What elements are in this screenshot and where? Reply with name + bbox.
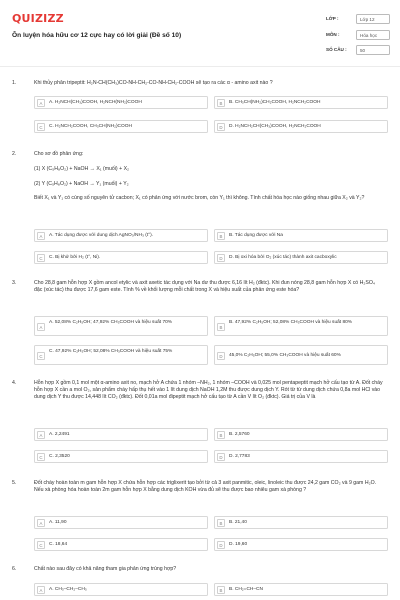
quizizz-logo: QUIZIZZ — [12, 12, 64, 25]
option-text: B. 47,92% C₂H₅OH; 52,08% CH₃COOH và hiệu suất 80% — [229, 319, 353, 325]
question-text-continued: Biết X₁ và Y₁ có cùng số nguyên tử cacbon; X₁ có phản ứng với nước brom, còn Y₁ thì không. Tính chất hóa học nào giống nhau giữa X₂ và Y₂? — [34, 195, 365, 202]
option-letter: C — [37, 541, 45, 549]
option-d[interactable] — [214, 450, 388, 463]
option-letter: D — [217, 352, 225, 360]
option-d[interactable] — [214, 120, 388, 133]
question-3 — [12, 280, 388, 294]
option-a[interactable] — [34, 516, 208, 529]
option-text: A. Tác dụng được với dung dịch AgNO₃/NH₃ (t°). — [49, 233, 154, 239]
option-d[interactable] — [214, 251, 388, 264]
option-d[interactable] — [214, 345, 388, 365]
option-letter: C — [37, 254, 45, 262]
header-divider — [0, 66, 400, 67]
option-c[interactable] — [34, 450, 208, 463]
worksheet-header — [0, 0, 400, 66]
option-a[interactable] — [34, 316, 208, 336]
option-text: C. Bị khử bởi H₂ (t°, Ni). — [49, 255, 101, 261]
option-text: A. 52,08% C₂H₅OH; 47,92% CH₃COOH và hiệu suất 70% — [49, 319, 173, 325]
option-letter: D — [217, 254, 225, 262]
question-4 — [12, 380, 388, 401]
question-2 — [12, 151, 388, 202]
option-b[interactable] — [214, 316, 388, 336]
option-letter: A — [37, 232, 45, 240]
question-5 — [12, 480, 388, 494]
option-d[interactable] — [214, 538, 388, 551]
option-text: B. CH₂=CH–CN — [229, 587, 263, 593]
option-b[interactable] — [214, 229, 388, 242]
option-text: B. 2,5760 — [229, 432, 250, 438]
question-text: Chất nào sau đây có khả năng tham gia phản ứng trùng hợp? — [34, 566, 177, 572]
option-b[interactable] — [214, 428, 388, 441]
option-letter: B — [217, 99, 225, 107]
option-b[interactable] — [214, 516, 388, 529]
option-letter: C — [37, 123, 45, 131]
option-text: 45,0% C₂H₅OH; 55,0% CH₃COOH và hiệu suất 60% — [229, 352, 341, 358]
option-letter: D — [217, 541, 225, 549]
count-label: SỐ CÂU : — [326, 46, 347, 52]
option-letter: D — [217, 453, 225, 461]
option-text: B. Tác dụng được với Na — [229, 233, 283, 239]
option-text: C. 47,92% C₂H₅OH; 52,08% CH₃COOH và hiệu suất 75% — [49, 348, 173, 354]
option-text: D. H₂NCH₂CH(CH₃)COOH, H₂NCH₂COOH — [229, 124, 321, 130]
option-text: D. Bị oxi hóa bởi O₂ (xúc tác) thành axit cacboxylic — [229, 255, 337, 261]
option-c[interactable] — [34, 345, 208, 365]
question-number: 6. — [12, 566, 17, 572]
option-letter: D — [217, 123, 225, 131]
question-text: Hỗn hợp X gồm 0,1 mol một α-amino axit no, mạch hở A chứa 1 nhóm –NH₂, 1 nhóm –COOH và 0,025 mol pentapeptit mạch hở cấu tạo từ A. Đốt cháy hỗn hợp X cần a mol O₂, sản phẩm cháy hấp thụ hết vào 1 lít dung dịch NaOH 1,2M thu được dung dịch Y. Rót từ từ dung dịch chứa 0,8a mol HCl vào dung dịch Y thu được 14,448 lít CO₂ (đktc). Đốt 0,01a mol đipeptit mạch hở cấu tạo từ A cần V lít O₂ (đktc). Giá trị của V là — [34, 380, 383, 401]
class-label: LỚP : — [326, 15, 339, 21]
reaction-line-1: (1) X (C₅H₈O₂) + NaOH → X₁ (muối) + X₂ — [34, 166, 130, 173]
option-letter: A — [37, 519, 45, 527]
subject-value: Hóa học — [356, 30, 390, 40]
option-b[interactable] — [214, 96, 388, 109]
reaction-line-2: (2) Y (C₅H₈O₂) + NaOH → Y₁ (muối) + Y₂ — [34, 181, 129, 188]
option-letter: A — [37, 99, 45, 107]
option-letter: B — [217, 431, 225, 439]
option-letter: B — [217, 232, 225, 240]
question-number: 2. — [12, 151, 17, 157]
option-text: A. 11,90 — [49, 520, 67, 526]
option-letter: B — [217, 586, 225, 594]
question-number: 4. — [12, 380, 17, 386]
question-text: Cho sơ đồ phản ứng: — [34, 151, 84, 157]
question-6 — [12, 566, 388, 573]
option-text: C. 2,3520 — [49, 454, 70, 460]
option-c[interactable] — [34, 120, 208, 133]
option-letter: B — [217, 323, 225, 331]
option-letter: A — [37, 323, 45, 331]
option-text: A. 2,2491 — [49, 432, 70, 438]
option-a[interactable] — [34, 583, 208, 596]
question-number: 1. — [12, 80, 17, 86]
option-letter: B — [217, 519, 225, 527]
option-letter: C — [37, 352, 45, 360]
option-text: C. H₂NCH₂COOH, CH₃CH(NH₂)COOH — [49, 124, 132, 130]
option-text: B. CH₃CH(NH₂)CH₂COOH, H₂NCH₂COOH — [229, 100, 321, 106]
question-number: 5. — [12, 480, 17, 486]
option-a[interactable] — [34, 229, 208, 242]
question-text: Cho 28,8 gam hỗn hợp X gồm ancol etylic và axit axetic tác dụng với Na dư thu được 6,16 lít H₂ (đktc). Khi đun nóng 28,8 gam hỗn hợp X có H₂SO₄ đặc (xúc tác) thu được 17,6 gam este. Tính % về khối lượng mỗi chất trong X và hiệu suất của phản ứng este hóa? — [34, 280, 376, 294]
option-c[interactable] — [34, 538, 208, 551]
option-letter: C — [37, 453, 45, 461]
option-a[interactable] — [34, 428, 208, 441]
option-b[interactable] — [214, 583, 388, 596]
option-a[interactable] — [34, 96, 208, 109]
option-text: D. 2,7783 — [229, 454, 250, 460]
option-text: B. 21,40 — [229, 520, 247, 526]
option-text: A. H₂NCH(CH₃)COOH, H₂NCH(NH₂)COOH — [49, 100, 142, 106]
page-title: Ôn luyện hóa hữu cơ 12 cực hay có lời giải (Đề số 10) — [12, 32, 182, 39]
option-letter: A — [37, 431, 45, 439]
option-letter: A — [37, 586, 45, 594]
class-value: Lớp 12 — [356, 14, 390, 24]
question-1 — [12, 80, 388, 87]
count-value: 50 — [356, 45, 390, 55]
option-text: C. 18,64 — [49, 542, 68, 548]
question-text: Khi thủy phân tripeptit: H₂N-CH(CH₃)CO-NH-CH₂-CO-NH-CH₂-COOH sẽ tạo ra các α - amino axit nào ? — [34, 80, 273, 86]
option-text: D. 19,60 — [229, 542, 248, 548]
option-c[interactable] — [34, 251, 208, 264]
option-text: A. CH₃–CH₂–CH₃ — [49, 587, 87, 593]
question-text: Đốt cháy hoàn toàn m gam hỗn hợp X chứa hỗn hợp các triglixerit tạo bởi từ cả 3 axit panmitic, oleic, linoleic thu được 24,2 gam CO₂ và 9 gam H₂O. Nếu xà phòng hóa hoàn toàn 2m gam hỗn hợp X bằng dung dịch KOH vừa đủ sẽ thu được bao nhiêu gam xà phòng ? — [34, 480, 377, 494]
question-number: 3. — [12, 280, 17, 286]
subject-label: MÔN : — [326, 31, 340, 37]
